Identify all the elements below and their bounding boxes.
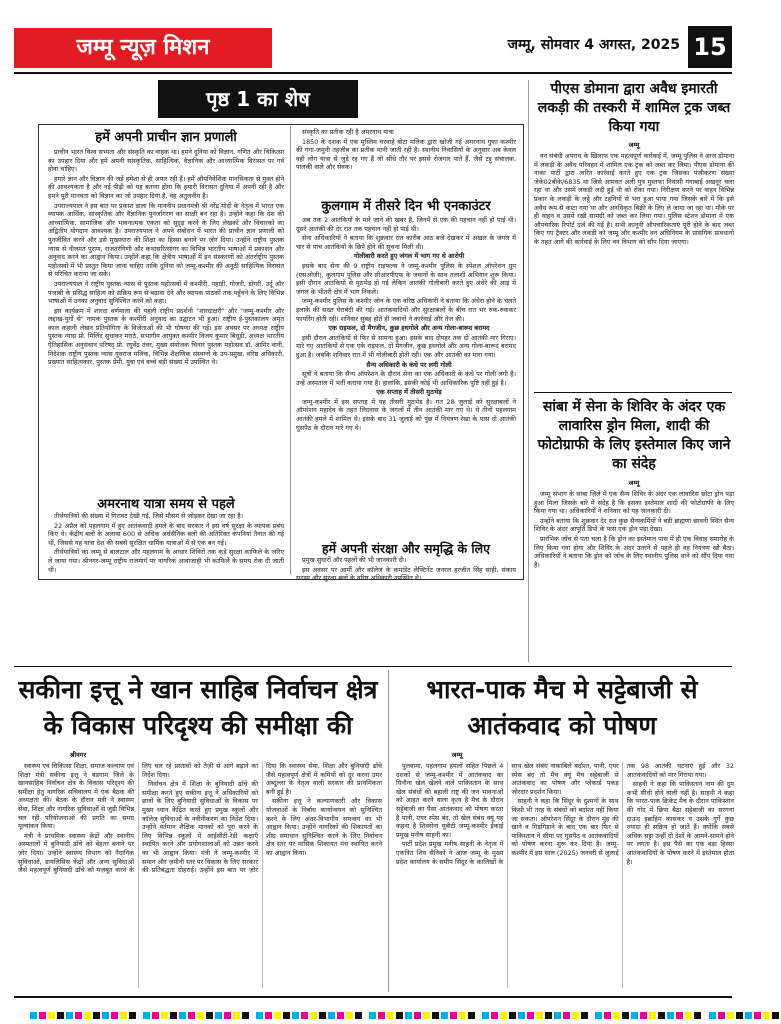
article-body: अब तक 2 आतंकियों के मारे जाने की खबर है, जिनमें से एक की पहचान नहीं हो पाई थी। दूसरे आतंकी की देर रात तक पहचान नहीं हो पाई थी। सेना अधिकारियों ने बताया कि शुक्रवार रात कारीब आठ बजे देखकर में अखल के जंगल में चार से पांच आतंकियों के छिपे होने की सूचना मिली थी। गोलीबारी करते हुए जंगल में भाग गए थे आरोपी इसके बाद सेना की 9 राष्ट्रीय राइफल्स ने जम्मू-कश्मीर पुलिस के स्पेशल ऑपरेशन ग्रुप (एसओजी), कुलगाम पुलिस और सीआरपीएफ के जवानों के साथ तलाशी अभियान शुरू किया। इसी दौरान आतंकियों से मुठभेड़ हो गई लेकिन आतंकी गोलीबारी करते हुए अंधेरे की आड़ में जंगल के भीतरी क्षेत्र में भाग निकले। जम्मू-कश्मीर पुलिस के कश्मीर जोन के एक वरिष्ठ अधिकारी ने बताया कि अंधेरा होने के चलते इलाके की सख्त घेराबंदी की गई। आतंकवादियों और सुरक्षाबलों के बीच रात भर रुक-रुककर फायरिंग होती रही। शनिवार सुबह होते ही जवानों ने कार्रवाई और तेज की। एक राइफल, दो मैगजीन, कुछ हथगोले और अन्य गोला-बारूद बरामद इसी दौरान आतंकियों से फिर से सामना हुआ। इसके बाद दोपहर तक दो आतंकी मार गिराए। मारे गए आतंकियों से एक एके राइफल, दो मैगजीन, कुछ हथगोले और अन्य गोला-बारूद बरामद हुआ है। जबकि शनिवार रात में भी गोलीबारी होती रही। एक और आतंकी का मारा गया। सैन्य अधिकारी के कंधे पर लगी गोली सूत्रों ने बताया कि सैन्य ऑपरेशन के दौरान सेना का एक अधिकारी के कंधे पर गोली लगी है। उन्हें अस्पताल में भर्ती कराया गया है। हालांकि, इसकी कोई भी आधिकारिक पुष्टि नहीं हुई है। एक सप्ताह में तीसरी मुठभेड़ जम्मू-कश्मीर में इस सप्ताह में यह तीसरी मुठभेड़ है। गत 28 जुलाई को सुरक्षाबलों ने ऑपरेशन महादेव के तहत लिदवास के जंगलों में तीन आतंकी मार गए थे। ये तीनों पहलगाम आतंकी हमले में शामिल थे। इसके बाद 31 जुलाई को पुंछ में नियंत्रण रेखा के पास दो आतंकी घुसपैठ के दौरान मारे गए थे। [296, 216, 516, 432]
article-body: वन संबंधी अपराध के खिलाफ एक महत्वपूर्ण कार्रवाई में, जम्मू पुलिस ने आज डोमाना में लकड़ी के अवैध परिवहन में शामिल एक ट्रक को जब्त कर लिया। पीएस डोमाना की नाका पार्टी द्वारा त्वरित कार्रवाई करते हुए एक ट्रक जिसका पंजीकरण संख्या जेके02बीके/6835 था जिसे आमवत अली पुत्र मुस्तफा निवासी गंगाबाई अखनूर चला रहा था और उसमें लकड़ी लदी हुई थी को रोका गया। निरीक्षण करने पर वाहन विभिन्न प्रकार के लकड़ी के लट्ठे और टहनियों से भरा हुआ पाया गया जिसके बारे में कि इसे अवैध रूप से काटा गया था और अनधिकृत बिक्री के लिए ले जाया जा रहा था। मौके पर ही वाहन व उसमें रखी सामग्री को जब्त कर लिया गया। पुलिस स्टेशन डोमाना में एक औपचारिक रिपोर्ट दर्ज की गई है। सभी कानूनी औपचारिकताएं पूरी होने के बाद जब्त किए गए ट्रैक्टर और लकड़ी को जम्मू और कश्मीर वन अधिनियम के प्रासंगिक प्रावधानों के तहत आगे की कार्रवाई के लिए वन विभाग को सौंप दिया जाएगा। [534, 152, 734, 246]
header-rule [14, 72, 732, 74]
byline: जम्मू [451, 751, 463, 759]
column-rule [528, 80, 529, 662]
page-number: 15 [688, 26, 732, 68]
masthead: जम्मू न्यूज़ मिशन [14, 28, 272, 68]
footer-rule [14, 996, 732, 998]
section-divider [14, 666, 732, 667]
section-banner: पृष्ठ 1 का शेष [158, 80, 358, 118]
article-headline: सकीना इत्तू ने खान साहिब निर्वाचन क्षेत्र के विकास परिदृश्य की समीक्षा की [18, 675, 378, 740]
article-divider [534, 392, 732, 393]
article-title: पीएस डोमाना द्वारा अवैध इमारती लकड़ी की तस्करी में शामिल ट्रक जब्त किया गया [537, 81, 731, 135]
column-rule [290, 126, 291, 574]
article-title: अमरनाथ यात्रा समय से पहले [97, 497, 235, 512]
article-title: कुलगाम में तीसरे दिन भी एनकाउंटर [321, 199, 491, 214]
byline: जम्मू [628, 141, 640, 149]
article-body: जम्मू संभाग के सांबा ज़िले में एक सैन्य शिविर के अंदर एक लावारिस छोटा ड्रोन पड़ा हुआ मिला जिसके बारे में संदेह है कि इसका इस्तेमाल शादी की फोटोग्राफी के लिए किया गया था। अधिकारियों ने शनिवार को यह जानकारी दी। उन्होंने बताया कि शुक्रवार देर रात कुछ सैन्यकर्मियों ने बड़ी ब्राह्मणा छावनी स्थित सैन्य शिविर के अंदर आपूर्ति डिपो के पास एक ड्रोन पड़ा देखा। प्रारंभिक जाँच से पता चला है कि ड्रोन का इस्तेमाल पास में ही एक विवाह समारोह के लिए किया गया होगा और शिविर के अंदर उतरने से पहले ही वह नियंत्रण खो बैठा। अधिकारियों ने बताया कि ड्रोन को जाँच के लिए स्थानीय पुलिस थाने को सौंप दिया गया है। [534, 490, 734, 569]
article-title: सांबा में सेना के शिविर के अंदर एक लावारिस ड्रोन मिला, शादी की फोटोग्राफी के लिए इस्तेमाल किए जाने का संदेह [537, 399, 731, 472]
article-title: हमें अपनी संरक्षा और समृद्धि के लिए [321, 541, 491, 556]
article-body: प्राचीन भारत विश्व सभ्यता और संस्कृति का वाहक था। हमने दुनिया को विज्ञान, गणित और चिकित्सा का उपहार दिया और हमें अपनी सांस्कृतिक, साहित्यिक, वैज्ञानिक और आध्यात्मिक विरासत पर गर्व होना चाहिए। हमारे ज्ञान और विज्ञान की जड़ें हमेशा से ही अपार रही हैं। हमें औपनिवेशिक मानसिकता से मुक्त होने की आवश्यकता है और नई पीढ़ी को यह बताना होगा कि हमारी विरासत दुनिया में अपनी रही है और हमने पूरी मानवता को विज्ञान का जो उपहार दिया है, वह अतुलनीय है। उपराज्यपाल ने इस बात पर प्रकाश डाला कि माननीय प्रधानमंत्री श्री नरेंद्र मोदी के नेतृत्व में भारत एक व्यापक आर्थिक, सांस्कृतिक और वैज्ञानिक पुनर्जागरण का साक्षी बन रहा है। उन्होंने कहा कि देश की आध्यात्मिक, सामाजिक और भावनात्मक एकता को सुदृढ़ करने के लिए लेखकों और विचारकों का अद्वितीय योगदान आवश्यक है। उपराज्यपाल ने अपने संबोधन में भारत की प्राचीन ज्ञान प्रणाली को पुनर्जीवित करने और इसे मुख्यधारा की शिक्षा का हिस्सा बनाने पर ज़ोर दिया। उन्होंने राष्ट्रीय पुस्तक न्यास से नीलमत पुराण, राजतरंगिणी और कथासरित्सागर का विभिन्न भारतीय भाषाओं में प्रकाशन और अनुवाद करने का आह्वान किया। उन्होंने कहा कि क्षेत्रीय भाषाओं में इन संस्करणों को अंतर्राष्ट्रीय पुस्तक महोत्सवों में भी प्रस्तुत किया जाना चाहिए ताकि दुनिया को जम्मू-कश्मीर की अनूठी साहित्यिक विरासत से परिचित कराया जा सके। उपराज्यपाल ने राष्ट्रीय पुस्तक न्यास से पुस्तक महोत्सवों में कश्मीरी, पहाड़ी, गोजरी, डोगरी, उर्दू और पंजाबी के प्रसिद्ध साहित्य को सक्रिय रूप से बढ़ावा देने और व्यापक पाठकों तक पहुँचने के लिए विभिन्न भाषाओं में उनका अनुवाद सुनिश्चित करने को कहा। इस कार्यक्रम में शारदा वर्णमाला की पहली राष्ट्रीय प्रदर्शनी "शारदाक्षरी" और "जम्मू-कश्मीर और लद्दाख-युगों से" नामक पुस्तक के कश्मीरी अनुवाद का उद्घाटन भी हुआ। राष्ट्रीय ई-पुस्तकालय अमृत काल कहानी लेखन प्रतियोगिता के विजेताओं की भी घोषणा की गई। इस अवसर पर अध्यक्ष राष्ट्रीय पुस्तक न्यास प्रो. मिलिंद सुधाकर मराठे, सभागीय आयुक्त कश्मीर विजय कुमार बिधूड़ी, अध्यक्ष भारतीय ऐतिहासिक अनुसंधान परिषद् प्रो. रघुवेंद्र तंवर, मुख्य संयोजक चिनार पुस्तक महोत्सव डॉ. आमिर वानी, निदेशक राष्ट्रीय पुस्तक न्यास युवराज मलिक, विभिन्न शैक्षणिक संस्थानों के उप-प्रमुख, वरिष्ठ अधिकारी, प्रख्यात साहित्यकार, पुस्तक प्रेमी, युवा एवं बच्चे बड़ी संख्या में उपस्थित थे। [48, 148, 284, 367]
byline: जम्मू [628, 479, 640, 487]
article-body: पुलवामा, पहलगाम हमलों सहित पिछले 4 दशकों से जम्मू-कश्मीर में आतंकवाद का घिनौना खेल खेलने वाले पाकिस्तान के साथ खेल संबंधों की बहाली राष्ट्र की जन भावनाओं को आहत करने वाला कृत्य है मैच के दौरान सट्टेबाजी का पैसा आतंकवाद को पोषण करता है पानी, एयर स्पेस बंद, तो खेल संबंध क्यूं यह कहना है शिवसेना यूबीटी जम्मू-कश्मीर ईकाई प्रमुख मनीष साहनी का। पार्टी प्रदेश प्रमुख मनीष साहनी के नेतृत्व में एकत्रित शिव सैनिकों ने आज जम्मू के मुख्य प्रदेश कार्यालय के समीप सिंदूर के कालिखों के साथ खेल संबंध नाकाबिले बर्दाश्त, पानी, एयर स्पेस बंद तो मैच क्यूं मैच सट्टेबाजी से आतंकवाद का पोषण और प्लेकार्ड पकड़ जोरदार प्रदर्शन किया। साहनी ने कहा कि सिंदूर के दुश्मनों के साथ किसी भी तरह के संबंधों को बर्दाश्त नहीं किया जा सकता। ऑपरेशन सिंदूर के दौरान मुंह की खाने व गिड़गिड़ाने के बाद एक बार फिर से पाकिस्तान ने सीमा पर घुसपैठ व आतंकवादियों को पोषण करना शुरू कर दिया है। जम्मू-कश्मीर में इस साल (2025) जनवरी से जुलाई तक 98 आतंकी घटनाएं हुई और 32 आतंकवादियों को मार गिराया गया। साहनी ने कहा कि पाकिस्तान नाम की दुम कभी सीधी होने वाली नहीं है। साहनी ने कहा कि भारत-पाक क्रिकेट मैच के दौरान पाकिस्तान की गोद में छिपा बैठा सट्टेबाजी का सरगना दाऊद इब्राहिम कासकर व उसके गुर्गे कुछ ज्यादा ही सक्रिय हो जाते हैं। क्योंकि सबसे अधिक सट्टा उन्हीं दो देशों के आमने-सामने होने पर लगता है। इस पैसे का एक बड़ा हिस्सा आतंकवादियों के पोषण करने में इस्तेमाल होता है। [396, 762, 734, 866]
dateline: जम्मू, सोमवार 4 अगस्त, 2025 [507, 37, 680, 53]
article-body: स्वास्थ्य एवं चिकित्सा शिक्षा, समाज कल्याण एवं शिक्षा मंत्री सकीना इत्तू ने बडगाम जिले के खानसाहिब निर्वाचन क्षेत्र के विकास परिदृश्य की समीक्षा हेतु नागरिक सचिवालय में एक बैठक की अध्यक्षता की। बैठक के दौरान मंत्री ने स्वास्थ्य सेवा, शिक्षा और नागरिक सुविधाओं से जुड़ी विभिन्न चल रही परियोजनाओं की प्रगति का समग्र मूल्यांकन किया। मंत्री ने प्राथमिक स्वास्थ्य केंद्रों और स्थानीय अस्पतालों में बुनियादी ढाँचे को बेहतर बनाने पर ज़ोर दिया। उन्होंने स्वास्थ्य विभाग को नैदानिक सुविधाओं, डायलिसिस केंद्रों और अन्य सुविधाओं जैसे महत्वपूर्ण बुनियादी ढाँचे को मज़बूत करने के लिए चल रहे प्रस्तावों को तेज़ी से आगे बढ़ाने का निर्देश दिया। निर्वाचन क्षेत्र में शिक्षा के बुनियादी ढाँचे की समीक्षा करते हुए सकीना इत्तू ने अधिकारियों को छात्रों के लिए बुनियादी सुविधाओं के विकास पर मुख्य ध्यान केंद्रित करते हुए प्रमुख स्कूलों और कॉलेज सुविधाओं के नवीनीकरण का निर्देश दिया। उन्होंने वर्तमान शैक्षिक मानकों को पूरा करने के लिए विभिन्न स्कूलों में आईसीटी-रेडी कक्षाएँ स्थापित करने और प्रयोगशालाओं को उन्नत करने का भी आह्वान किया। मंत्री ने जम्मू-कश्मीर में समान और ज़मीनी स्तर पर विकास के लिए सरकार की प्रतिबद्धता दोहराई। उन्होंने इस बात पर ज़ोर दिया कि स्वास्थ्य सेवा, शिक्षा और बुनियादी ढाँचे जैसे महत्वपूर्ण क्षेत्रों में कमियों को दूर करना उमर अब्दुल्ला के नेतृत्व वाली सरकार की प्राथमिकता बनी हुई है। सकीना इत्तू ने कल्याणकारी और विकास योजनाओं के निर्बाध कार्यान्वयन को सुनिश्चित करने के लिए अंतर-विभागीय समन्वय का भी आह्वान किया। उन्होंने नागरिकों की शिकायतों का शीघ्र समाधान सुनिश्चित करने के लिए निर्वाचन क्षेत्र स्तर पर मासिक शिकायत मंच स्थापित करने का आह्वान किया। [18, 762, 382, 875]
article-title: हमें अपनी प्राचीन ज्ञान प्रणाली [95, 130, 237, 145]
article-headline: भारत-पाक मैच मे सट्टेबाजी से आतंकवाद को पोषण [426, 675, 698, 740]
article-body: प्रमुख सुधारों और पहलों की भी जानकारी दी। इस अवसर पर आर्मी और कॉलेज के कमांडेंट लेफ्टिनेंट जनरल हरजीत सिंह साही, संकाय सदस्य और सुरक्षा बलों के वरिष्ठ अधिकारी उपस्थित थे। [296, 556, 516, 583]
column-rule [388, 670, 389, 992]
byline: श्रीनगर [69, 751, 87, 759]
article-body: संस्कृति का प्रतीक रही है अमरनाथ यात्रा 1850 के दशक में एक मुस्लिम चरवाहे बोटा मलिक द्वारा खोजी गई अमरनाथ गुफा कश्मीर की गंगा-जमुनी तहजीब का प्रतीक मानी जाती रही है। स्थानीय निवासियों के अनुसार अब केवल वही लोग यात्रा से जुड़े रह गए हैं जो सीधे तौर पर इससे रोजगार पाते हैं, जैसे टट्टू संचालक, पालकी वाले और सेवक। [296, 128, 516, 172]
color-registration-bar [30, 1004, 730, 1014]
article-body: तीर्थयात्रियों की संख्या में गिरावट देखी गई, जिसे मौसम से जोड़कर देखा जा रहा है। 22 अप्रैल को पहलगाम में हुए आतंकवादी हमले के बाद सरकार ने इस वर्ष सुरक्षा के व्यापक प्रबंध किए थे। केंद्रीय बलों के अलावा 600 से अधिक अर्धसैनिक बलों की अतिरिक्त कंपनियां तैनात की गई थीं, जिससे यह यात्रा देश की सबसे सुरक्षित धार्मिक यात्राओं में से एक बन गई। तीर्थयात्रियों का जम्मू से बालटाल और पहलगाम के आधार शिविरों तक कड़े सुरक्षा काफिले के जरिए ले जाया गया। श्रीनगर-जम्मू राष्ट्रीय राजमार्ग पर नागरिक आवाजाही भी काफिले के समय रोक दी जाती थी। [48, 512, 284, 574]
